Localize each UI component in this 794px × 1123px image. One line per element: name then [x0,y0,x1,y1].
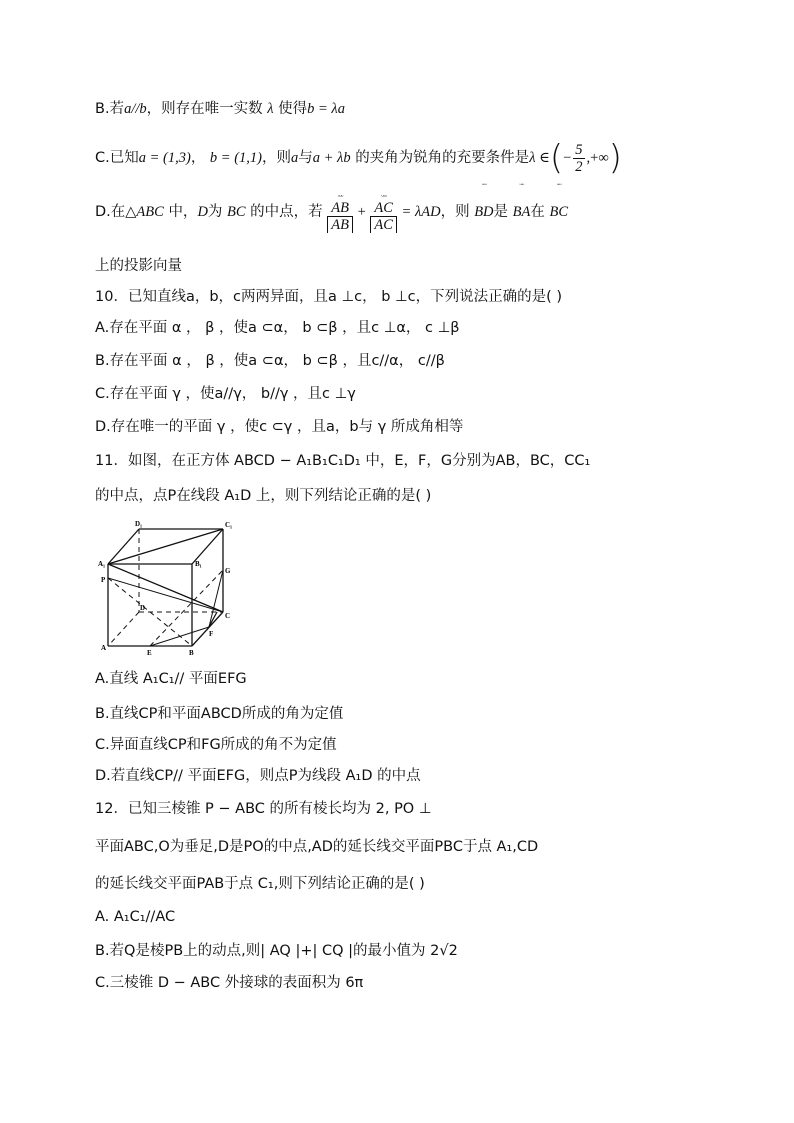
denominator: 2 [575,158,583,175]
option-label: D.在 [95,204,126,220]
text: ，则 [262,150,291,166]
minus-sign: − [563,150,572,166]
math-vector: BA [512,204,531,220]
label-g: G [225,567,231,575]
text: 的夹角为锐角的充要条件是 [355,150,530,166]
label-e: E [147,649,152,657]
q9-option-b [95,99,345,119]
vector-bd [474,180,494,236]
numerator: 5 [575,141,583,158]
q11-option-c: C.异面直线CP和FG所成的角不为定值 [95,737,337,753]
math-vector-a: a [291,150,299,166]
q12-option-a: A. A₁C₁//AC [95,909,176,925]
denominator: AC [370,217,397,233]
math-triangle: △ABC [125,204,164,220]
q11-option-b: B.直线CP和平面ABCD所成的角为定值 [95,706,344,722]
left-paren: ( [549,138,564,178]
label-a: A [101,644,107,652]
plus-sign: + [357,204,366,220]
arrow-glyph: ᵕᵕᵕ [337,190,343,201]
text: 在 [530,204,545,220]
text: 与 [298,150,313,166]
math-lambda: λ ∈ [529,150,550,166]
q12-stem-line2: 平面ABC,O为垂足,D是PO的中点,AD的延长线交平面PBC于点 A₁,CD [95,839,539,855]
arrow-glyph: ᵕᵕᵕ [381,190,387,201]
q12-option-b: B.若Q是棱PB上的动点,则| AQ |+| CQ |的最小值为 2√2 [95,943,458,959]
vector-bc [549,180,568,236]
label-a1: A₁ [98,560,106,568]
math-vector: BC [549,204,568,220]
math-infinity: ,+∞ [586,150,609,166]
text: ，则存在唯一实数 [146,101,263,117]
text: 使得 [278,101,308,117]
q12-stem-line1: 12．已知三棱锥 P − ABC 的所有棱长均为 2, PO ⊥ [95,801,432,817]
text: 的中点，若 [250,204,323,220]
q11-stem-line2: 的中点，点P在线段 A₁D 上，则下列结论正确的是( ) [95,488,432,504]
q11-option-a: A.直线 A₁C₁// 平面EFG [95,671,247,687]
text: 是 [493,204,509,220]
arrow-glyph: ᵕᵕᵕ [519,180,524,189]
arrow-glyph: ᵕᵕᵕ [481,180,486,189]
fraction [573,142,584,175]
math-segment: BC [227,204,246,220]
cube-solid-edges [108,529,223,646]
label-c: C [225,612,231,620]
q10-option-a: A.存在平面 α ， β ，使a ⊂α， b ⊂β ，且c ⊥α， c ⊥β [95,320,460,336]
q10-stem: 10．已知直线a，b，c两两异面，且a ⊥c， b ⊥c，下列说法正确的是( ) [95,289,563,305]
label-b: B [189,649,194,657]
q10-option-d: D.存在唯一的平面 γ ，使c ⊂γ ，且a，b与 γ 所成角相等 [95,419,464,435]
math-vector-b: b = (1,1) [209,150,262,166]
math-equation: = λAD [401,204,441,220]
denominator: AB [327,217,353,233]
q11-stem-line1: 11．如图，在正方体 ABCD − A₁B₁C₁D₁ 中，E，F，G分别为AB，BC，CC₁ [95,453,591,469]
math-vector: BD [474,204,494,220]
cube-figure [95,518,240,658]
math-condition: a//b [124,101,147,117]
unit-vector-fraction-ab [327,192,353,233]
numerator: AC [370,200,397,217]
vector-ba [512,180,531,236]
q9-option-c [95,140,622,176]
numerator: AB [327,200,353,217]
option-label: C.已知 [95,150,139,166]
math-lambda: λ [267,101,274,117]
math-expression: a + λb [312,150,351,166]
q11-option-d: D.若直线CP// 平面EFG，则点P为线段 A₁D 的中点 [95,768,421,784]
label-c1: C₁ [225,521,233,529]
text: ， [190,150,206,166]
label-p: P [101,576,106,584]
q12-stem-line3: 的延长线交平面PAB于点 C₁,则下列结论正确的是( ) [95,876,425,892]
label-f: F [209,630,214,638]
q9-option-d-continued: 上的投影向量 [95,258,182,274]
q10-option-b: B.存在平面 α ， β ，使a ⊂α， b ⊂β ，且c//α， c//β [95,353,445,369]
text: 为 [207,204,223,220]
q12-option-c: C.三棱锥 D − ABC 外接球的表面积为 6π [95,975,364,991]
option-label: B.若 [95,101,125,117]
q9-option-d [95,180,568,236]
q10-option-c: C.存在平面 γ ，使a//γ， b//γ ，且c ⊥γ [95,386,356,402]
right-paren: ) [608,138,622,178]
arrow-glyph: ᵕᵕᵕ [556,180,561,189]
label-d1: D₁ [135,520,143,528]
label-d: D [140,604,146,612]
label-b1: B₁ [195,560,202,568]
math-vector-a: a = (1,3) [138,150,191,166]
text: ，则 [440,204,470,220]
text: 中， [168,204,198,220]
math-point: D [197,204,208,220]
math-equation: b = λa [307,101,345,117]
unit-vector-fraction-ac [370,192,397,233]
